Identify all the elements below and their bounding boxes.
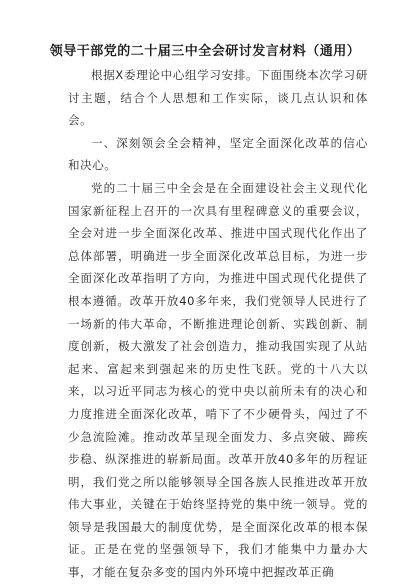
document-title: 领导干部党的二十届三中全会研讨发言材料（通用）	[49, 44, 361, 59]
body-paragraph: 党的二十届三中全会是在全面建设社会主义现代化国家新征程上召开的一次具有里程碑意义的重要会议，全会对进一步全面深化改革、推进中国式现代化作出了总体部署，明确进一步全面深化改革总目标，为进一步全面深化改革指明了方向，为推进中国式现代化提供了根本遵循。改革开放40多年来，我们党领导人民进行了一场新的伟大革命，不断推进理论创新、实践创新、制度创新，极大激发了社会创造力，推动我国实现了从站起来、富起来到强起来的历史性飞跃。党的十八大以来，以习近平同志为核心的党中央以前所未有的决心和力度推进全面深化改革，啃下了不少硬骨头，闯过了不少急流险滩。推动改革呈现全面发力、多点突破、蹄疾步稳、纵深推进的崭新局面。改革开放40多年的历程证明，我们党之所以能够领导全国各族人民推进改革开放伟大事业，关键在于始终坚持党的集中统一领导。党的领导是我国最大的制度优势，是全面深化改革的根本保证。正是在党的坚强领导下，我们才能集中力量办大事，才能在复杂多变的国内外环境中把握改革正确	[68, 180, 368, 580]
section-heading: 一、深刻领会全会精神，坚定全面深化改革的信心和决心。	[68, 135, 368, 173]
intro-paragraph: 根据X委理论中心组学习安排。下面围绕本次学习研讨主题，结合个人思想和工作实际，谈几点认识和体会。	[68, 68, 368, 128]
document-body	[68, 64, 368, 584]
